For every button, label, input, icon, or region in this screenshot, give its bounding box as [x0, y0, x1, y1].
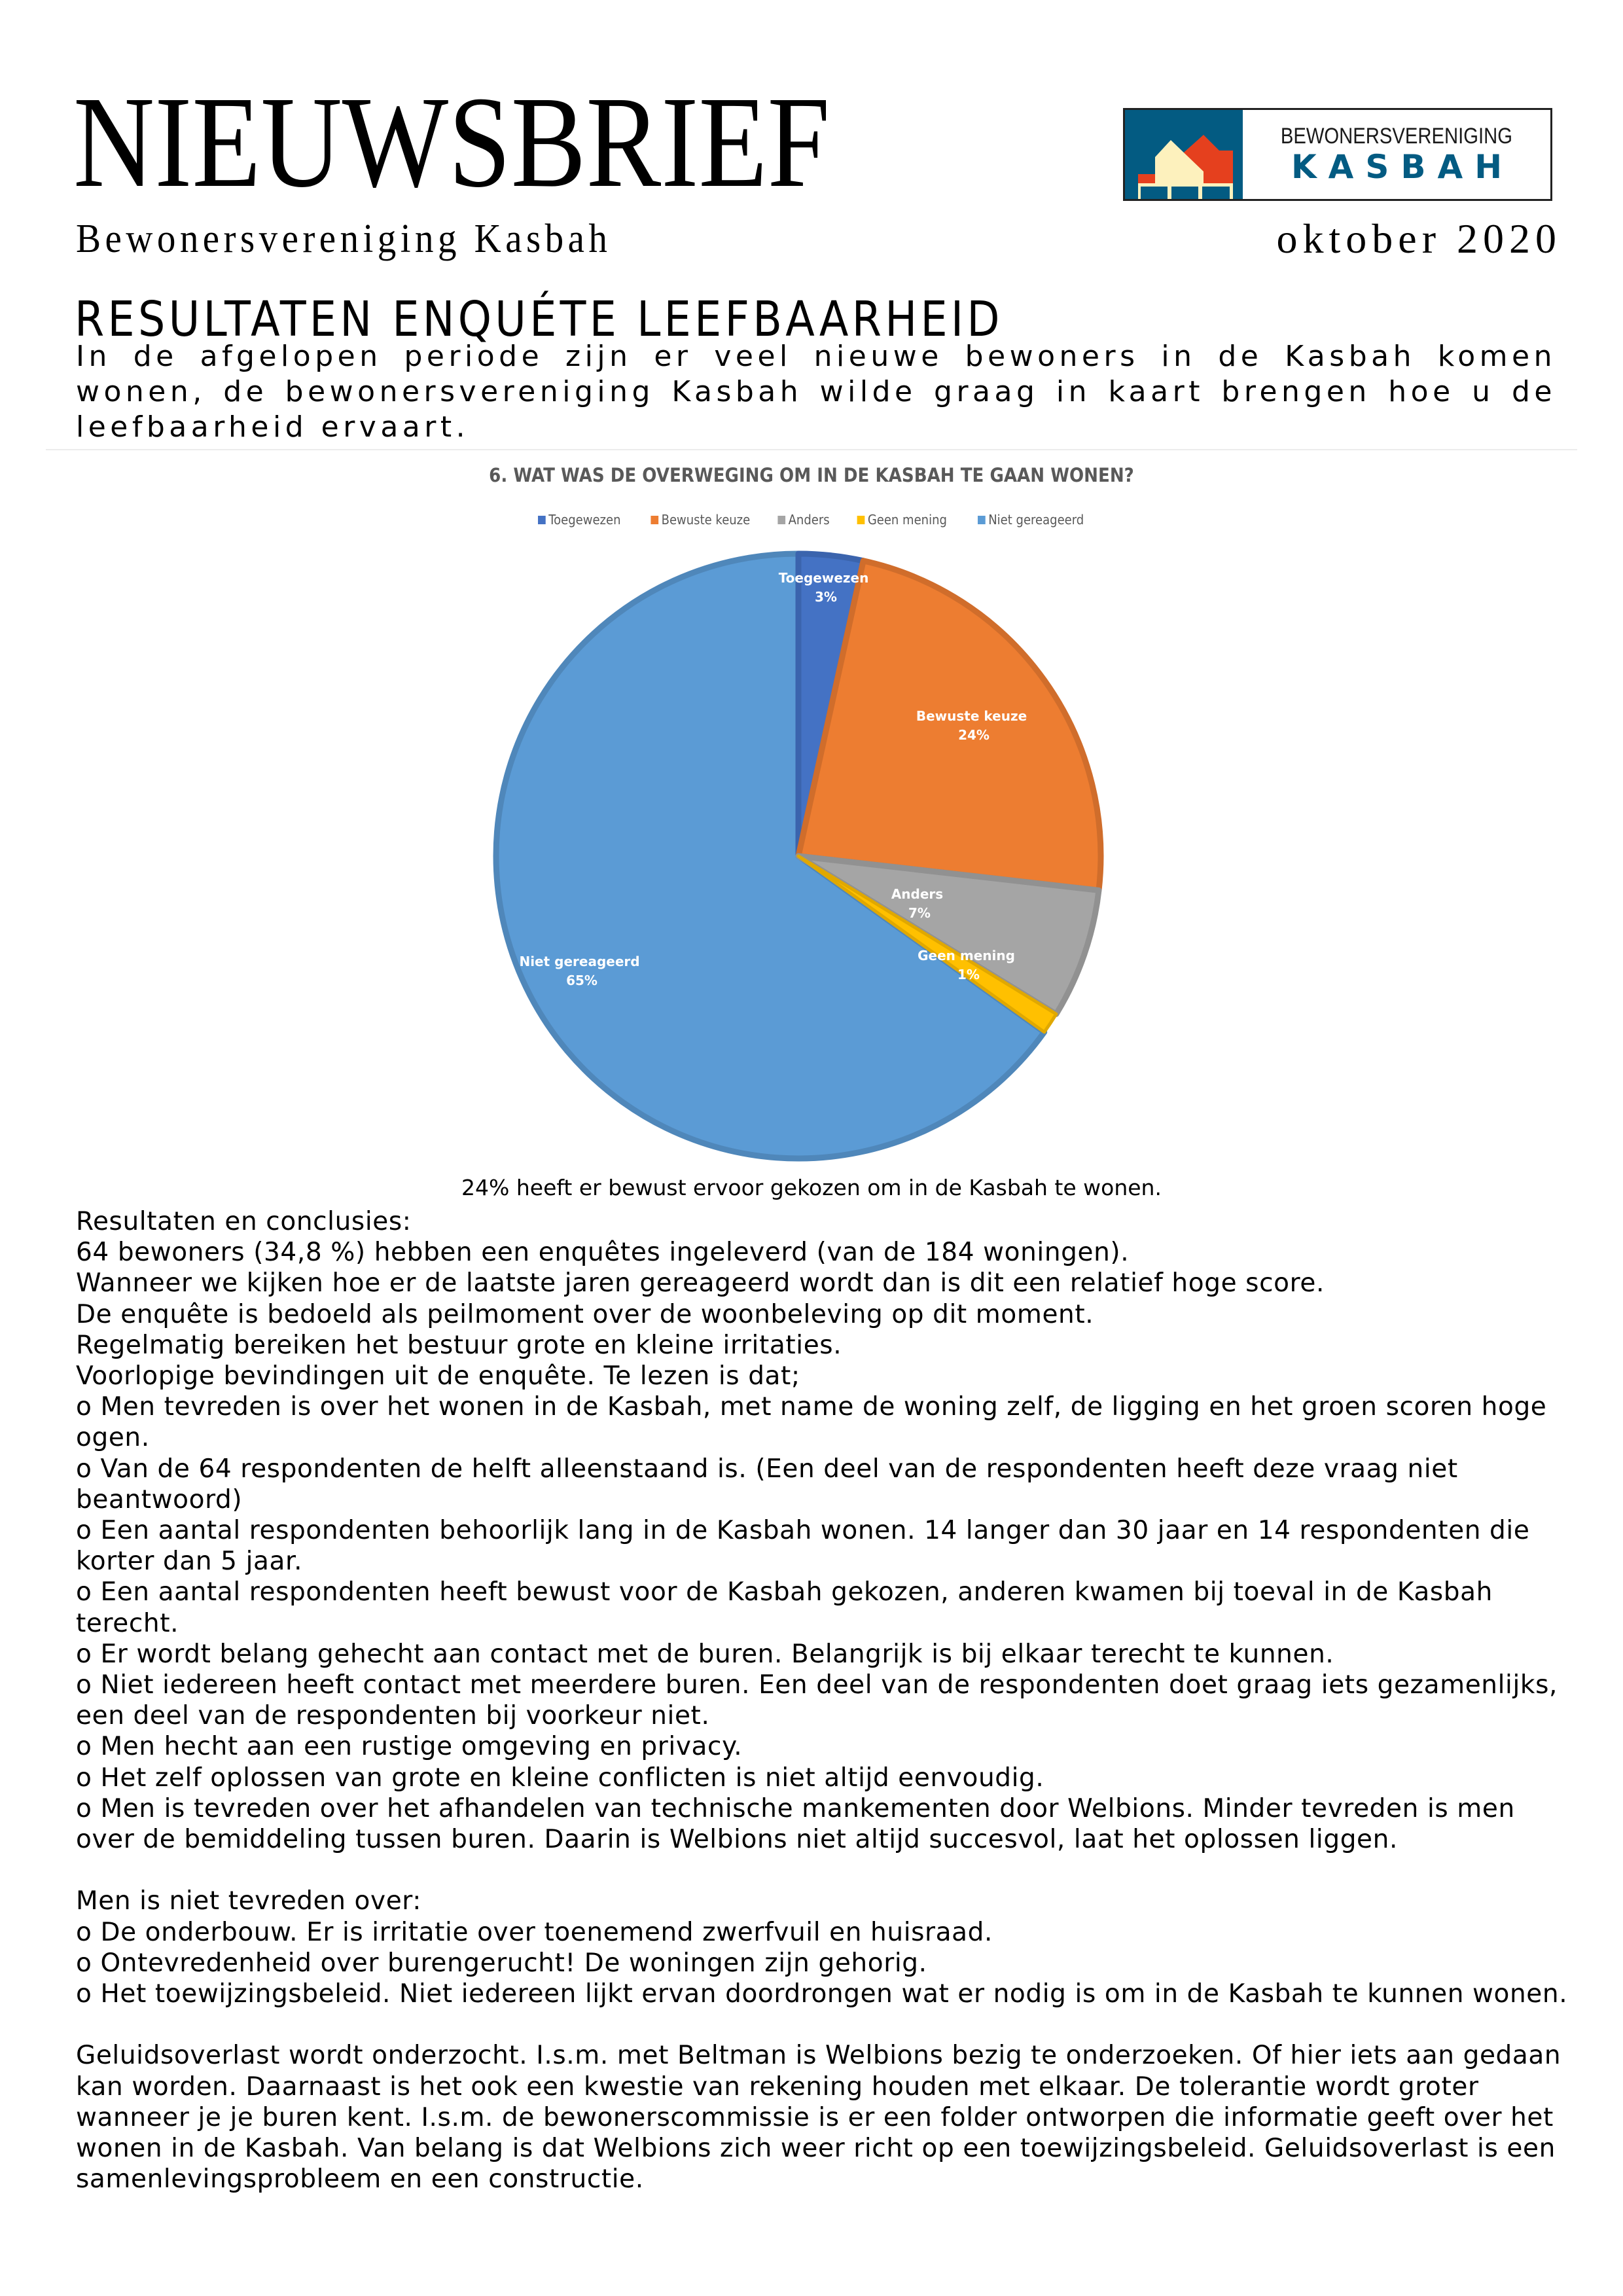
label-anders: Anders 7%: [891, 886, 944, 921]
newsletter-masthead: NIEUWSBRIEF: [73, 70, 830, 215]
article-body: [76, 1206, 1568, 2195]
legend-label: Bewuste keuze: [661, 512, 750, 528]
finding-item: o Van de 64 respondenten de helft alleenstaand is. (Een deel van de respondenten heeft deze vraag niet beantwoord): [76, 1454, 1458, 1515]
label-niet-gereageerd: Niet gereageerd 65%: [519, 954, 640, 988]
body-paragraph: Regelmatig bereiken het bestuur grote en kleine irritaties.: [76, 1330, 842, 1360]
label-toegewezen: Toegewezen 3%: [778, 570, 869, 605]
label-geen-mening: Geen mening 1%: [918, 948, 1015, 982]
dissatisfied-item: o De onderbouw. Er is irritatie over toenemend zwerfvuil en huisraad.: [76, 1917, 993, 1947]
legend-label: Toegewezen: [548, 512, 621, 528]
finding-item: o Een aantal respondenten heeft bewust voor de Kasbah gekozen, anderen kwamen bij toeval in de Kasbah terecht.: [76, 1577, 1493, 1638]
body-paragraph: Voorlopige bevindingen uit de enquête. Te lezen is dat;: [76, 1361, 800, 1391]
legend-label: Geen mening: [867, 512, 948, 528]
dissatisfied-heading: Men is niet tevreden over:: [76, 1886, 421, 1916]
finding-item: o Het zelf oplossen van grote en kleine conflicten is niet altijd eenvoudig.: [76, 1763, 1044, 1793]
finding-item: o Men tevreden is over het wonen in de Kasbah, met name de woning zelf, de ligging en het groen scoren hoge ogen.: [76, 1392, 1547, 1453]
article-title: RESULTATEN ENQUÉTE LEEFBAARHEID: [75, 291, 1003, 348]
dissatisfied-item: o Ontevredenheid over burengerucht! De woningen zijn gehorig.: [76, 1948, 927, 1978]
legend-label: Anders: [788, 512, 830, 528]
finding-item: o Men is tevreden over het afhandelen van technische mankementen door Welbions. Minder tevreden is men over de bemiddeling tussen buren. Daarin is Welbions niet altijd succesvol, laat het oplossen liggen.: [76, 1793, 1515, 1855]
closing-paragraph: Geluidsoverlast wordt onderzocht. I.s.m. met Beltman is Welbions bezig te onderzoeken. Of hier iets aan gedaan kan worden. Daarnaast is het ook een kwestie van rekening houden met elkaar. De tolerantie wordt groter wanneer je je buren kent. I.s.m. de bewonerscommissie is er een folder ontworpen die informatie geeft over het wonen in de Kasbah. Van belang is dat Welbions zich weer richt op een toewijzingsbeleid. Geluidsoverlast is een samenlevingsprobleem en een constructie.: [76, 2041, 1561, 2195]
body-paragraph: De enquête is bedoeld als peilmoment over de woonbeleving op dit moment.: [76, 1299, 1094, 1329]
logo-text-bewonersvereniging: BEWONERSVERENIGING: [1280, 124, 1513, 149]
legend-label: Niet gereageerd: [988, 512, 1084, 528]
logo-text-kasbah: KASBAH: [1291, 148, 1514, 186]
chart-caption: 24% heeft er bewust ervoor gekozen om in de Kasbah te wonen.: [461, 1175, 1162, 1200]
chart-title: 6. WAT WAS DE OVERWEGING OM IN DE KASBAH TE GAAN WONEN?: [489, 464, 1134, 486]
article-intro: In de afgelopen periode zijn er veel nieuwe bewoners in de Kasbah komen wonen, de bewonersvereniging Kasbah wilde graag in kaart brengen hoe u de leefbaarheid ervaart.: [76, 340, 1556, 444]
finding-item: o Men hecht aan een rustige omgeving en privacy.: [76, 1732, 743, 1762]
label-bewuste-keuze: Bewuste keuze 24%: [916, 708, 1027, 743]
finding-item: o Er wordt belang gehecht aan contact met de buren. Belangrijk is bij elkaar terecht te kunnen.: [76, 1639, 1334, 1669]
body-paragraph: 64 bewoners (34,8 %) hebben een enquêtes ingeleverd (van de 184 woningen).: [76, 1238, 1130, 1268]
spacer: [76, 2009, 1568, 2040]
body-paragraph: Wanneer we kijken hoe er de laatste jaren gereageerd wordt dan is dit een relatief hoge score.: [76, 1268, 1325, 1299]
spacer: [76, 1855, 1568, 1886]
organization-name: Bewonersvereniging Kasbah: [76, 217, 612, 261]
dissatisfied-item: o Het toewijzingsbeleid. Niet iedereen lijkt ervan doordrongen wat er nodig is om in de Kasbah te kunnen wonen.: [76, 1979, 1568, 2009]
finding-item: o Een aantal respondenten behoorlijk lang in de Kasbah wonen. 14 langer dan 30 jaar en 14 respondenten die korter dan 5 jaar.: [76, 1516, 1530, 1577]
finding-item: o Niet iedereen heeft contact met meerdere buren. Een deel van de respondenten doet graag iets gezamenlijks, een deel van de respondenten bij voorkeur niet.: [76, 1670, 1558, 1731]
conclusions-heading: Resultaten en conclusies:: [76, 1207, 412, 1236]
issue-date: oktober 2020: [1276, 215, 1561, 262]
